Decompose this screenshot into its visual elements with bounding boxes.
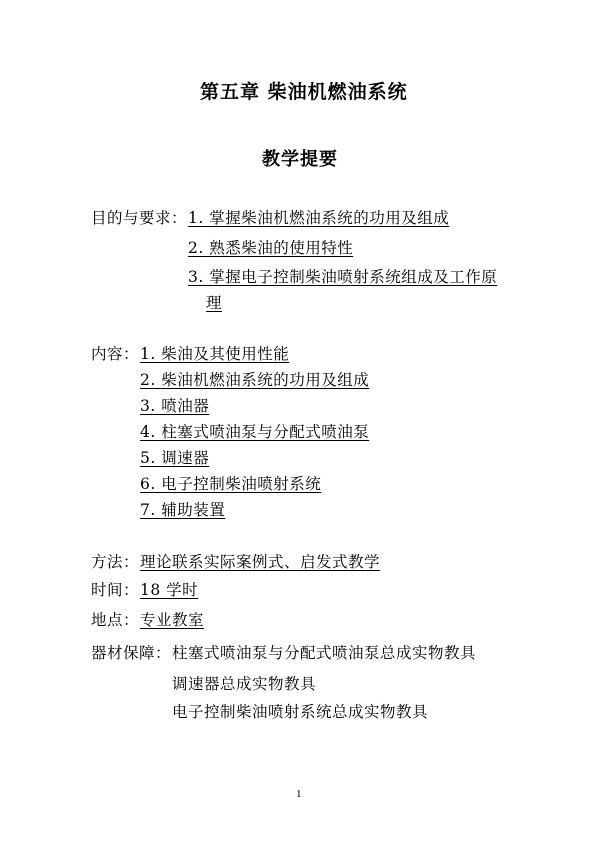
- location-label: 地点：: [91, 611, 140, 629]
- content-label: 内容：: [91, 345, 140, 363]
- content-item: 2. 柴油机燃油系统的功用及组成: [140, 371, 370, 389]
- content-item: 3. 喷油器: [140, 397, 210, 415]
- goal-item-continuation: 理: [206, 294, 223, 312]
- goals-label: 目的与要求：: [91, 209, 188, 227]
- content-item: 7. 辅助装置: [140, 501, 226, 519]
- content-item: 1. 柴油及其使用性能: [140, 345, 290, 363]
- chapter-title: 第五章 柴油机燃油系统: [200, 81, 408, 103]
- goal-item: 1. 掌握柴油机燃油系统的功用及组成: [188, 209, 450, 227]
- goal-item: 2. 熟悉柴油的使用特性: [188, 239, 354, 257]
- equipment-item: 电子控制柴油喷射系统总成实物教具: [172, 703, 429, 721]
- hours-label: 时间：: [91, 581, 140, 599]
- page-number: 1: [296, 788, 302, 800]
- content-item: 5. 调速器: [140, 449, 210, 467]
- equipment-label: 器材保障：: [91, 644, 172, 662]
- goal-item: 3. 掌握电子控制柴油喷射系统组成及工作原: [188, 268, 498, 286]
- hours-value: 18 学时: [140, 581, 199, 599]
- equipment-item: 柱塞式喷油泵与分配式喷油泵总成实物教具: [172, 644, 477, 662]
- method-label: 方法：: [91, 553, 140, 571]
- content-item: 6. 电子控制柴油喷射系统: [140, 475, 322, 493]
- location-value: 专业教室: [140, 611, 205, 629]
- equipment-item: 调速器总成实物教具: [172, 675, 317, 693]
- section-subtitle: 教学提要: [262, 149, 338, 170]
- content-item: 4. 柱塞式喷油泵与分配式喷油泵: [140, 423, 370, 441]
- method-value: 理论联系实际案例式、启发式教学: [140, 553, 381, 571]
